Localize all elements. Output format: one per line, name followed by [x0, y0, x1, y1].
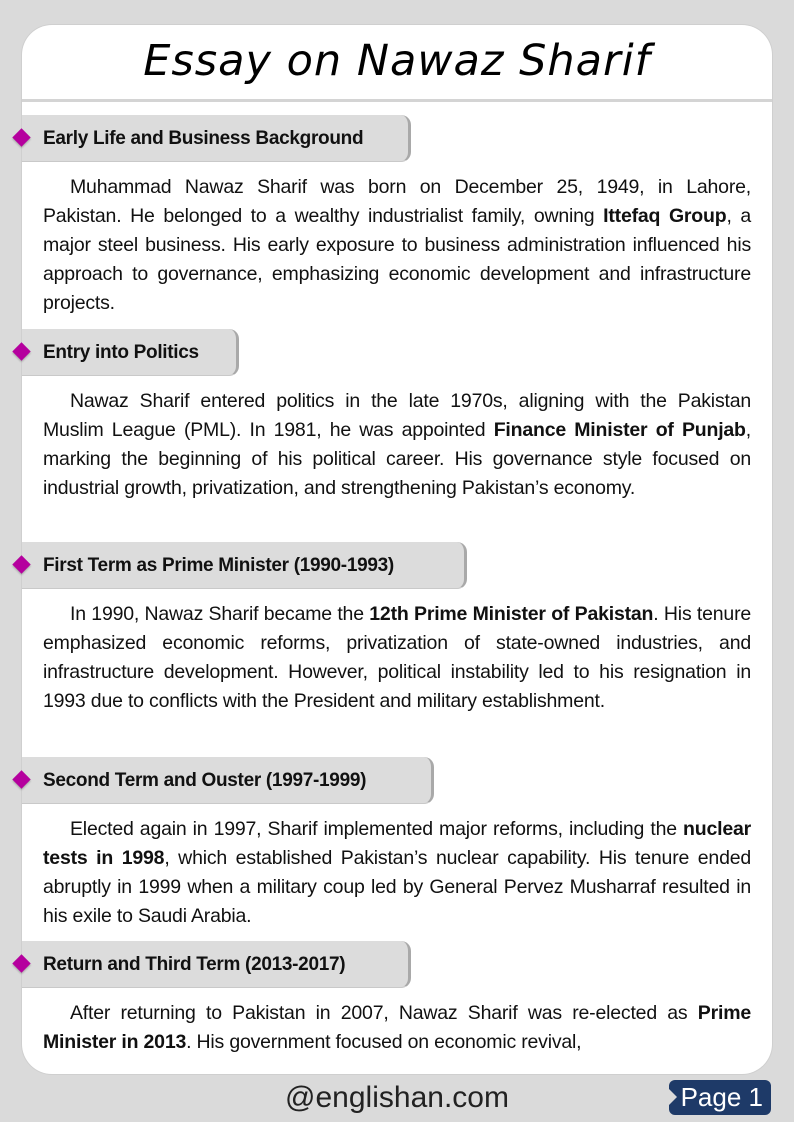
paragraph-text: After returning to Pakistan in 2007, Nawaz Sharif was re-elected as — [70, 1002, 698, 1024]
paragraph-text: In 1990, Nawaz Sharif became the — [70, 603, 370, 625]
section-heading-label: Entry into Politics — [43, 342, 199, 363]
paragraph-text: , which established Pakistan’s nuclear capability. His tenure ended abruptly in 1999 when a military coup led by General Pervez Musharraf resulted in his exile to Saudi Arabia. — [43, 847, 752, 927]
diamond-bullet-icon — [12, 555, 30, 573]
page-number-label: Page 1 — [680, 1082, 763, 1112]
section-heading-early-life — [22, 115, 411, 162]
section-paragraph-first-term — [43, 600, 751, 716]
section-paragraph-entry-into-politics — [43, 387, 751, 503]
paragraph-bold-text: Prime Minister in 2013 — [43, 1002, 751, 1053]
section-paragraph-second-term — [43, 815, 751, 931]
paragraph-text: Muhammad Nawaz Sharif was born on December 25, 1949, in Lahore, Pakistan. He belonged to a wealthy industrialist family, owning — [43, 176, 751, 227]
section-heading-label: First Term as Prime Minister (1990-1993) — [43, 555, 394, 576]
paragraph-text: . His government focused on economic revival, — [186, 1031, 582, 1053]
diamond-bullet-icon — [12, 954, 30, 972]
paragraph-text: , marking the beginning of his political career. His governance style focused on industrial growth, privatization, and strengthening Pakistan’s economy. — [43, 419, 751, 499]
section-heading-label: Second Term and Ouster (1997-1999) — [43, 770, 367, 791]
section-heading-label: Return and Third Term (2013-2017) — [43, 954, 346, 975]
paragraph-bold-text: Finance Minister of Punjab — [493, 419, 746, 441]
section-heading-third-term — [22, 941, 411, 988]
paragraph-bold-text: Ittefaq Group — [603, 205, 727, 227]
page-number-badge — [669, 1080, 771, 1115]
section-heading-label: Early Life and Business Background — [43, 128, 364, 149]
paragraph-bold-text: nuclear tests in 1998 — [43, 818, 751, 869]
title-divider — [22, 99, 772, 102]
section-heading-entry-into-politics — [22, 329, 239, 376]
diamond-bullet-icon — [12, 342, 30, 360]
paragraph-text: , a major steel business. His early exposure to business administration influenced his approach to governance, emphasizing economic development and infrastructure projects. — [43, 205, 751, 314]
section-paragraph-early-life — [43, 173, 751, 318]
footer-website: @englishan.com — [285, 1081, 509, 1114]
section-heading-first-term — [22, 542, 467, 589]
page-title: Essay on Nawaz Sharif — [143, 36, 651, 86]
paragraph-text: Elected again in 1997, Sharif implemented major reforms, including the — [70, 818, 684, 840]
section-heading-second-term — [22, 757, 434, 804]
paragraph-text: . His tenure emphasized economic reforms, privatization of state-owned industries, and infrastructure development. However, political instability led to his resignation in 1993 due to conflicts with the President and military establishment. — [43, 603, 752, 712]
paragraph-bold-text: 12th Prime Minister of Pakistan — [369, 603, 654, 625]
arrow-notch-icon — [669, 1089, 677, 1105]
paragraph-text: Nawaz Sharif entered politics in the late 1970s, aligning with the Pakistan Muslim League (PML). In 1981, he was appointed — [43, 390, 751, 441]
diamond-bullet-icon — [12, 770, 30, 788]
section-paragraph-third-term — [43, 999, 751, 1057]
diamond-bullet-icon — [12, 128, 30, 146]
